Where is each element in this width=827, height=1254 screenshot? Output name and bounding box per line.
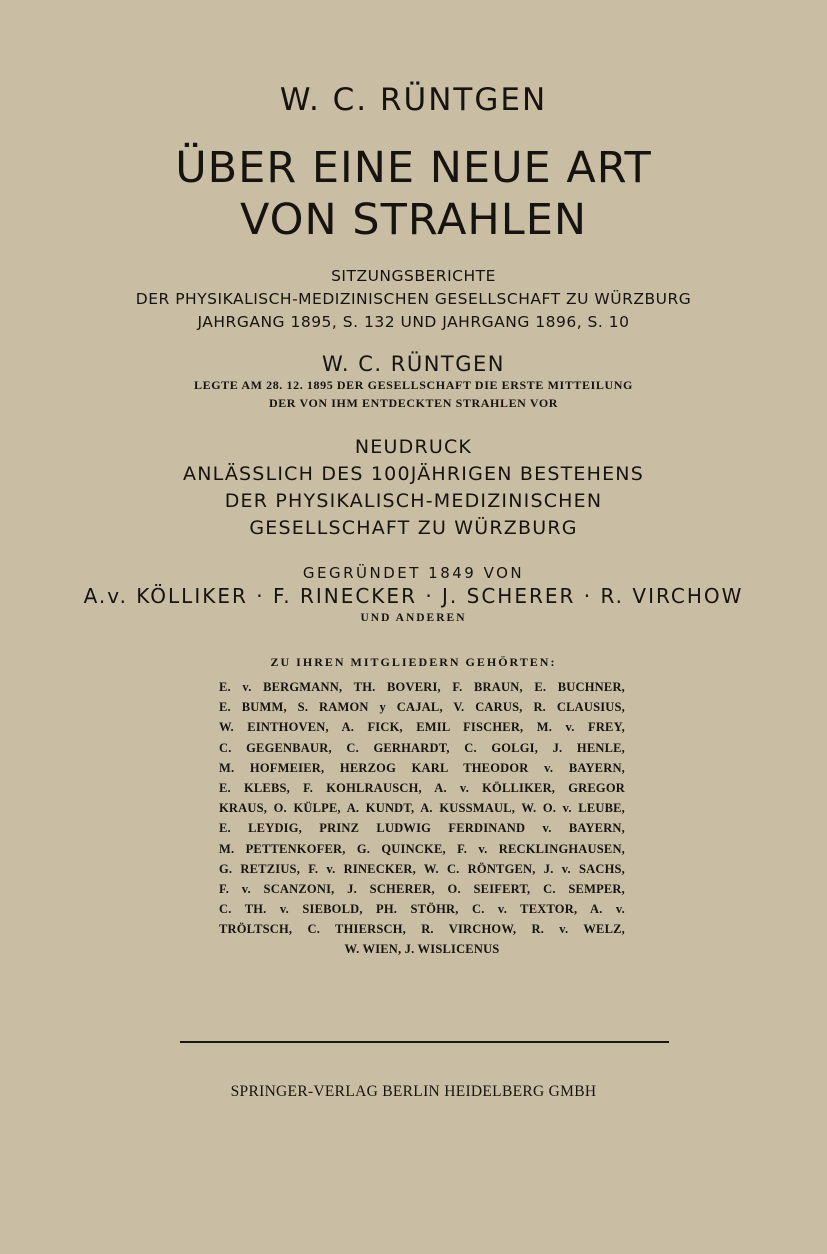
founders-line: A.v. KÖLLIKER · F. RINECKER · J. SCHERER · R. VIRCHOW <box>83 584 744 608</box>
members-line: TRÖLTSCH, C. THIERSCH, R. VIRCHOW, R. v. WELZ, <box>219 922 625 937</box>
source-line-2: DER PHYSIKALISCH-MEDIZINISCHEN GESELLSCHAFT ZU WÜRZBURG <box>135 290 692 308</box>
members-line: W. WIEN, J. WISLICENUS <box>344 942 500 957</box>
members-line: E. v. BERGMANN, TH. BOVERI, F. BRAUN, E. BUCHNER, <box>219 680 625 694</box>
source-line-3: JAHRGANG 1895, S. 132 UND JAHRGANG 1896, S. 10 <box>197 313 630 331</box>
author-name: W. C. RÜNTGEN <box>279 82 548 118</box>
note-author: W. C. RÜNTGEN <box>322 352 505 376</box>
publisher-imprint: SPRINGER-VERLAG BERLIN HEIDELBERG GMBH <box>230 1083 597 1100</box>
note-line-2: DER VON IHM ENTDECKTEN STRAHLEN VOR <box>268 396 559 410</box>
reprint-line-4: GESELLSCHAFT ZU WÜRZBURG <box>249 517 578 539</box>
reprint-line-1: NEUDRUCK <box>354 436 473 458</box>
members-line: E. BUMM, S. RAMON y CAJAL, V. CARUS, R. CLAUSIUS, <box>219 700 625 715</box>
source-line-1: SITZUNGSBERICHTE <box>331 267 496 285</box>
members-line: F. v. SCANZONI, J. SCHERER, O. SEIFERT, C. SEMPER, <box>219 881 625 896</box>
note-line-1: LEGTE AM 28. 12. 1895 DER GESELLSCHAFT DIE ERSTE MITTEILUNG <box>194 378 633 392</box>
members-line: E. LEYDIG, PRINZ LUDWIG FERDINAND v. BAYERN, <box>219 821 625 836</box>
founding-others: UND ANDEREN <box>360 612 467 624</box>
reprint-line-2: ANLÄSSLICH DES 100JÄHRIGEN BESTEHENS <box>183 463 644 485</box>
members-line: C. GEGENBAUR, C. GERHARDT, C. GOLGI, J. HENLE, <box>219 740 625 755</box>
members-line: C. TH. v. SIEBOLD, PH. STÖHR, C. v. TEXTOR, A. v. <box>219 902 625 917</box>
members-line: M. PETTENKOFER, G. QUINCKE, F. v. RECKLINGHAUSEN, <box>219 841 625 856</box>
members-heading: ZU IHREN MITGLIEDERN GEHÖRTEN: <box>270 655 557 669</box>
members-line: W. EINTHOVEN, A. FICK, EMIL FISCHER, M. v. FREY, <box>219 720 625 735</box>
title-line-2: VON STRAHLEN <box>239 195 588 245</box>
members-line: G. RETZIUS, F. v. RINECKER, W. C. RÖNTGEN, J. v. SACHS, <box>219 861 625 876</box>
members-list <box>219 677 625 960</box>
divider-rule <box>180 1041 669 1043</box>
title-line-1: ÜBER EINE NEUE ART <box>175 143 652 193</box>
founding-line: GEGRÜNDET 1849 VON <box>302 564 525 582</box>
members-line: KRAUS, O. KÜLPE, A. KUNDT, A. KUSSMAUL, W. O. v. LEUBE, <box>219 801 625 816</box>
reprint-line-3: DER PHYSIKALISCH-MEDIZINISCHEN <box>224 490 603 512</box>
members-line: E. KLEBS, F. KOHLRAUSCH, A. v. KÖLLIKER, GREGOR <box>219 780 625 795</box>
members-line: M. HOFMEIER, HERZOG KARL THEODOR v. BAYERN, <box>219 760 625 775</box>
